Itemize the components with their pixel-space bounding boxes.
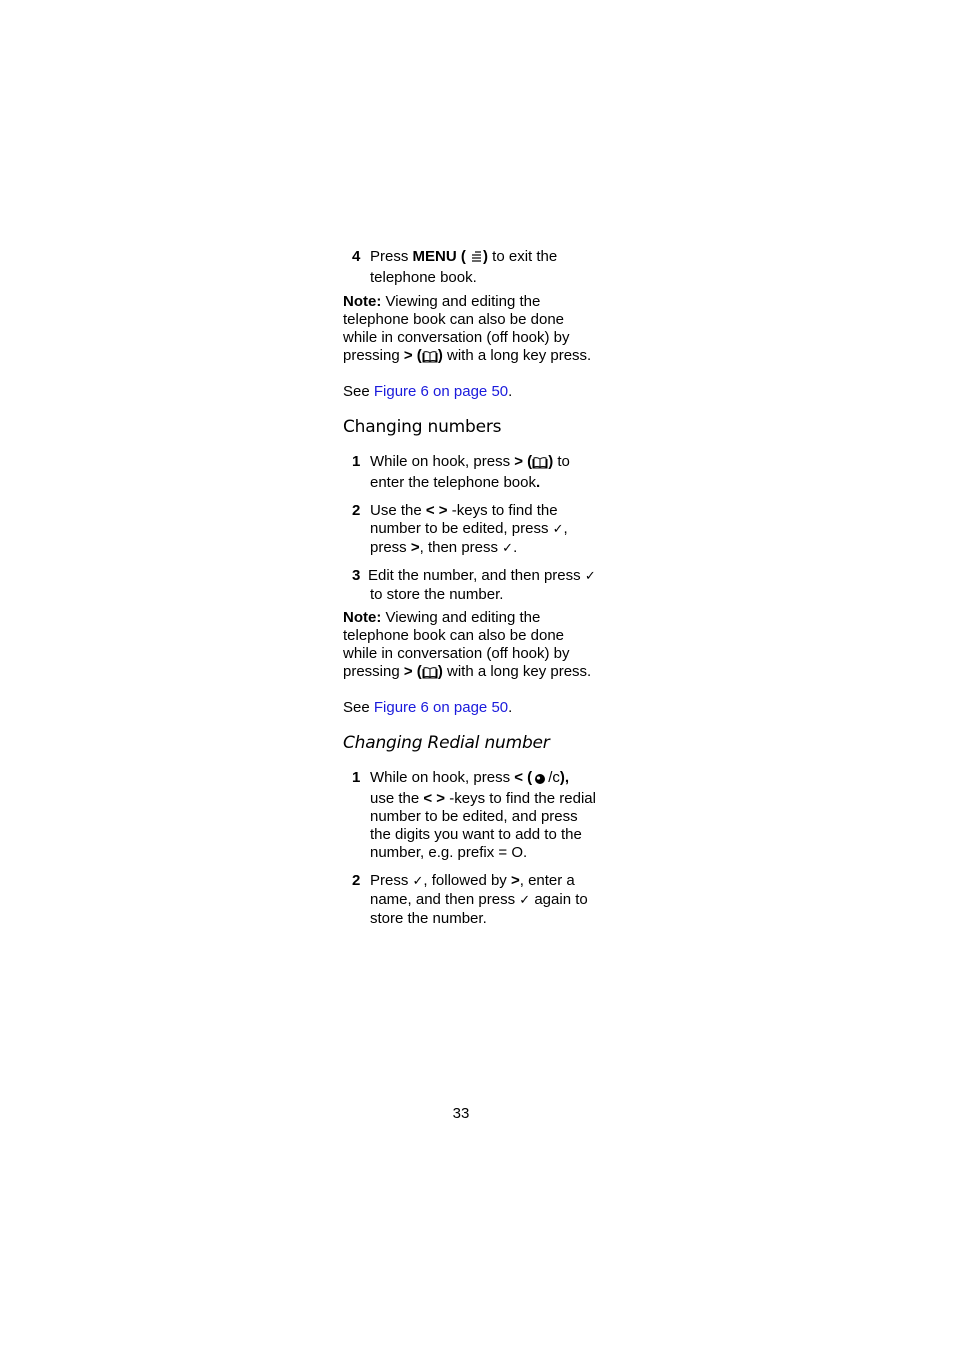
text: pressing: [343, 347, 404, 364]
step-number: 3: [352, 567, 361, 584]
phonebook-icon: [532, 456, 548, 474]
phonebook-icon: [422, 350, 438, 368]
checkmark-icon: ✓: [519, 893, 531, 908]
text: ): [548, 453, 554, 470]
key-label: >: [510, 872, 520, 889]
line: store the number.: [370, 910, 487, 927]
note-1: [343, 293, 623, 368]
note-2: [343, 609, 623, 684]
phonebook-icon: [422, 666, 438, 684]
text: press: [370, 539, 411, 556]
text: number to be edited, press: [370, 520, 553, 537]
changing-numbers-step-3: [343, 567, 623, 604]
checkmark-icon: ✓: [552, 522, 564, 537]
text: While on hook, press: [370, 769, 515, 786]
see-reference-2: [343, 699, 623, 717]
step-number: 2: [352, 872, 361, 889]
text: While on hook, press: [370, 453, 515, 470]
text: -keys to find the: [447, 502, 558, 519]
text: to: [553, 453, 570, 470]
text: Press: [370, 872, 413, 889]
text: to exit the: [488, 248, 558, 265]
changing-numbers-step-2: [343, 502, 623, 558]
note-1-line-2: telephone book can also be done: [343, 311, 565, 328]
key-label: > (: [403, 347, 422, 364]
menu-lines-icon: [470, 250, 483, 269]
checkmark-icon: ✓: [412, 874, 424, 889]
note-label: Note:: [343, 293, 382, 310]
redial-button-icon: [532, 772, 548, 790]
text: .: [508, 383, 513, 400]
note-1-line-4: [343, 347, 623, 368]
text: ,: [563, 520, 568, 537]
text: use the: [370, 790, 424, 807]
line: [370, 520, 623, 539]
note-2-line-2: telephone book can also be done: [343, 627, 565, 644]
text: enter the telephone book: [370, 474, 536, 491]
changing-redial-step-1: [343, 769, 623, 862]
step-4-line-1: [370, 248, 623, 269]
text: , enter a: [519, 872, 575, 889]
key-label: >: [410, 539, 420, 556]
text: , then press: [419, 539, 503, 556]
text: ),: [559, 769, 570, 786]
note-2-line-3: while in conversation (off hook) by: [343, 645, 570, 662]
key-label: < (: [514, 769, 533, 786]
line: [370, 474, 623, 492]
text: again to: [530, 891, 588, 908]
text: Viewing and editing the: [381, 609, 541, 626]
section-heading-changing-redial-number: Changing Redial number: [343, 733, 550, 753]
text: .: [535, 474, 541, 491]
line: to store the number.: [370, 586, 504, 603]
text: ): [437, 347, 443, 364]
changing-numbers-step-1: [343, 453, 623, 492]
changing-redial-step-2: [343, 872, 623, 928]
see-reference-1: [343, 383, 623, 401]
note-1-line-1: [343, 293, 623, 311]
text: ): [483, 248, 489, 265]
figure-link[interactable]: Figure 6 on page 50: [373, 383, 509, 400]
step-4-line-2: telephone book.: [370, 269, 477, 286]
checkmark-icon: ✓: [502, 541, 514, 556]
note-label: Note:: [343, 609, 382, 626]
step-4: [343, 248, 623, 287]
text: .: [513, 539, 518, 556]
line: [370, 453, 623, 474]
line: [370, 790, 623, 808]
note-2-line-4: [343, 663, 623, 684]
text: Edit the number, and then press: [368, 567, 585, 584]
section-heading-changing-numbers: Changing numbers: [343, 417, 502, 437]
page-number: 33: [452, 1105, 470, 1122]
line: the digits you want to add to the: [370, 826, 582, 843]
note-1-line-3: while in conversation (off hook) by: [343, 329, 570, 346]
line: [370, 769, 623, 790]
text: ): [437, 663, 443, 680]
text: name, and then press: [370, 891, 520, 908]
text: See: [343, 383, 374, 400]
step-number: 1: [352, 453, 361, 470]
text: with a long key press.: [442, 347, 592, 364]
text: Press: [370, 248, 413, 265]
key-label: < >: [423, 790, 446, 807]
key-label: > (: [514, 453, 533, 470]
line: number, e.g. prefix = O.: [370, 844, 528, 861]
text: , followed by: [423, 872, 511, 889]
step-number: 2: [352, 502, 361, 519]
text: Viewing and editing the: [381, 293, 541, 310]
note-2-line-1: [343, 609, 623, 627]
line: [370, 891, 623, 910]
text: pressing: [343, 663, 404, 680]
checkmark-icon: ✓: [584, 569, 596, 584]
text: .: [508, 699, 513, 716]
line: [368, 567, 623, 586]
text: with a long key press.: [442, 663, 592, 680]
line: [370, 502, 623, 520]
line: [370, 539, 623, 558]
content-column: [343, 248, 623, 928]
line: [370, 872, 623, 891]
text: /c: [548, 769, 560, 786]
figure-link[interactable]: Figure 6 on page 50: [373, 699, 509, 716]
text: -keys to find the redial: [445, 790, 596, 807]
menu-key-label: MENU (: [412, 248, 466, 265]
text: Use the: [370, 502, 426, 519]
step-number: 1: [352, 769, 361, 786]
key-label: > (: [403, 663, 422, 680]
key-label: < >: [425, 502, 448, 519]
line: number to be edited, and press: [370, 808, 578, 825]
text: See: [343, 699, 374, 716]
step-number: 4: [352, 248, 361, 265]
